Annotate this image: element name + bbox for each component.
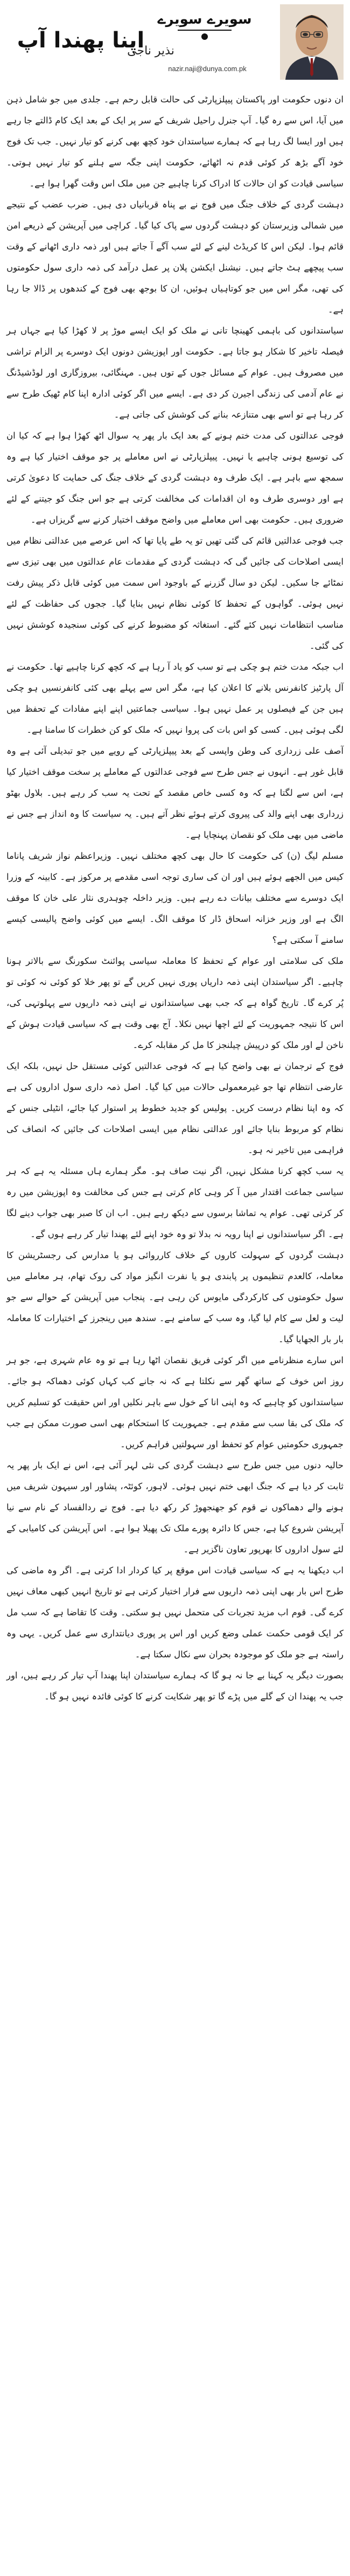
author-name: نذیر ناجی xyxy=(127,44,174,58)
article-paragraph: سیاستدانوں کی باہمی کھینچا تانی نے ملک کو ایک ایسے موڑ پر لا کھڑا کیا ہے جہاں ہر فیصلہ تاخیر کا شکار ہو جاتا ہے۔ حکومت اور اپوزیشن دونوں ایک دوسرے پر الزام تراشی میں مصروف ہیں۔ عوام کے مسائل جوں کے توں ہیں۔ مہنگائی، بیروزگاری اور لوڈشیڈنگ نے عام آدمی کی زندگی اجیرن کر دی ہے۔ ایسے میں اگر کوئی ادارہ اپنا کام ٹھیک طرح سے کر رہا ہے تو اسے بھی متنازعہ بنانے کی کوشش کی جاتی ہے۔ xyxy=(6,325,344,420)
article-body xyxy=(6,89,344,1707)
author-photo xyxy=(280,4,344,80)
article-paragraph: مسلم لیگ (ن) کی حکومت کا حال بھی کچھ مختلف نہیں۔ وزیراعظم نواز شریف پاناما کیس میں الجھے ہوئے ہیں اور ان کی ساری توجہ اسی مقدمے پر مرکوز ہے۔ کابینہ کے وزرا ایک دوسرے سے مختلف بیانات دے رہے ہیں۔ وزیر داخلہ چوہدری نثار علی خان کا موقف الگ ہے اور وزیر خزانہ اسحاق ڈار کا موقف الگ۔ ایسے میں کوئی واضح پالیسی کیسے سامنے آ سکتی ہے؟ xyxy=(6,851,344,945)
column-title: اپنا پھندا آپ xyxy=(17,28,145,53)
article-paragraph: ان دنوں حکومت اور پاکستان پیپلزپارٹی کی حالت قابل رحم ہے۔ جلدی میں جو شامل ذہن میں آیا، اس سے رہ گیا۔ آپ جنرل راحیل شریف کے سر پر ایک کے بعد ایک کام ڈالتے جا رہے ہیں اور ایسا لگ رہا ہے کہ ہمارے سیاستدان خود کچھ بھی کرنے کو تیار نہیں۔ جب تک فوج خود آگے بڑھ کر کوئی قدم نہ اٹھائے، حکومت اپنی جگہ سے ہلنے کو تیار نہیں ہوتی۔ سیاسی قیادت کو ان حالات کا ادراک کرنا چاہیے جن میں ملک اس وقت گھرا ہوا ہے۔ xyxy=(6,94,344,189)
logo-text: سویرے سویرے xyxy=(157,11,252,27)
column-header xyxy=(0,0,350,81)
column-logo xyxy=(157,6,252,44)
article-paragraph: اس سارے منظرنامے میں اگر کوئی فریق نقصان اٹھا رہا ہے تو وہ عام شہری ہے، جو ہر روز اس خوف کے ساتھ گھر سے نکلتا ہے کہ نہ جانے کب کہاں کوئی دھماکہ ہو جائے۔ سیاستدانوں کو چاہیے کہ وہ اپنی انا کے خول سے باہر نکلیں اور اس حقیقت کو تسلیم کریں کہ ملک کی بقا سب سے مقدم ہے۔ جمہوریت کا استحکام بھی اسی صورت ممکن ہے جب جمہوری حکومتیں عوام کو تحفظ اور سہولتیں فراہم کریں۔ xyxy=(6,1355,344,1449)
article-paragraph: جب فوجی عدالتیں قائم کی گئی تھیں تو یہ طے پایا تھا کہ اس عرصے میں عدالتی نظام میں ایسی اصلاحات کی جائیں گی کہ دہشت گردی کے مقدمات عام عدالتوں میں بھی تیزی سے نمٹائے جا سکیں۔ لیکن دو سال گزرنے کے باوجود اس سمت میں کوئی قابل ذکر پیش رفت نہیں ہوئی۔ گواہوں کے تحفظ کا کوئی نظام نہیں بنایا گیا۔ ججوں کی حفاظت کے لئے مناسب انتظامات نہیں کئے گئے۔ استغاثہ کو مضبوط کرنے کی کوئی سنجیدہ کوشش نہیں کی گئی۔ xyxy=(6,536,344,651)
article-paragraph: فوج کے ترجمان نے بھی واضح کیا ہے کہ فوجی عدالتیں کوئی مستقل حل نہیں، بلکہ ایک عارضی انتظام تھا جو غیرمعمولی حالات میں کیا گیا۔ اصل ذمہ داری سول اداروں کی ہے کہ وہ اپنا نظام درست کریں۔ پولیس کو جدید خطوط پر استوار کیا جائے، انٹیلی جنس کے نظام کو مربوط بنایا جائے اور عدالتی نظام میں ایسی اصلاحات کی جائیں کہ انصاف کی فراہمی میں تاخیر نہ ہو۔ xyxy=(6,1061,344,1155)
article-paragraph: اب جبکہ مدت ختم ہو چکی ہے تو سب کو یاد آ رہا ہے کہ کچھ کرنا چاہیے تھا۔ حکومت نے آل پارٹیز کانفرنس بلانے کا اعلان کیا ہے، مگر اس سے پہلے بھی کئی کانفرنسیں ہو چکی ہیں جن کے فیصلوں پر عمل نہیں ہوا۔ سیاسی جماعتیں اپنے اپنے مفادات کے تحفظ میں لگی ہوئی ہیں۔ کسی کو اس بات کی پروا نہیں کہ ملک کو کن خطرات کا سامنا ہے۔ xyxy=(6,662,344,735)
article-paragraph: دہشت گردی کے خلاف جنگ میں فوج نے بے پناہ قربانیاں دی ہیں۔ ضرب عضب کے نتیجے میں شمالی وزیرستان کو دہشت گردوں سے پاک کیا گیا۔ کراچی میں آپریشن کے ذریعے امن قائم ہوا۔ لیکن اس کا کریڈٹ لینے کے لئے سب آگے آ جاتے ہیں اور ذمہ داری اٹھانے کے وقت سب پیچھے ہٹ جاتے ہیں۔ نیشنل ایکشن پلان پر عمل درآمد کی ذمہ داری سول حکومتوں کی تھی، مگر اس میں جو کوتاہیاں ہوئیں، ان کا بوجھ بھی فوج کے کندھوں پر ڈالا جا رہا ہے۔ xyxy=(6,199,344,315)
article-paragraph: بصورت دیگر یہ کہنا بے جا نہ ہو گا کہ ہمارے سیاستدان اپنا پھندا آپ تیار کر رہے ہیں، اور جب یہ پھندا ان کے گلے میں پڑے گا تو پھر شکایت کرنے کا کوئی فائدہ نہیں ہو گا۔ xyxy=(6,1670,344,1702)
article-paragraph: یہ سب کچھ کرنا مشکل نہیں، اگر نیت صاف ہو۔ مگر ہمارے ہاں مسئلہ یہ ہے کہ ہر سیاسی جماعت اقتدار میں آ کر وہی کام کرتی ہے جس کی مخالفت وہ اپوزیشن میں رہ کر کرتی تھی۔ عوام یہ تماشا برسوں سے دیکھ رہے ہیں۔ اب ان کا صبر بھی جواب دینے لگا ہے۔ اگر سیاستدانوں نے اپنا رویہ نہ بدلا تو وہ خود اپنے لئے پھندا تیار کر رہے ہوں گے۔ xyxy=(6,1166,344,1239)
article-paragraph: ملک کی سلامتی اور عوام کے تحفظ کا معاملہ سیاسی پوائنٹ سکورنگ سے بالاتر ہونا چاہیے۔ اگر سیاستدان اپنی ذمہ داریاں پوری نہیں کریں گے تو پھر خلا کو کوئی نہ کوئی تو پُر کرے گا۔ تاریخ گواہ ہے کہ جب بھی سیاستدانوں نے اپنی ذمہ داریوں سے پہلوتہی کی، اس کا نتیجہ جمہوریت کے لئے اچھا نہیں نکلا۔ آج بھی وقت ہے کہ سیاسی قیادت ہوش کے ناخن لے اور ملک کو درپیش چیلنجز کا مل کر مقابلہ کرے۔ xyxy=(6,956,344,1050)
article-paragraph: فوجی عدالتوں کی مدت ختم ہونے کے بعد ایک بار پھر یہ سوال اٹھ کھڑا ہوا ہے کہ کیا ان کی توسیع ہونی چاہیے یا نہیں۔ پیپلزپارٹی نے اس معاملے پر جو موقف اختیار کیا ہے وہ سمجھ سے باہر ہے۔ ایک طرف وہ دہشت گردی کے خلاف جنگ کی حمایت کا دعویٰ کرتی ہے اور دوسری طرف وہ ان اقدامات کی مخالفت کرتی ہے جو اس جنگ کو جیتنے کے لئے ضروری ہیں۔ حکومت بھی اس معاملے میں واضح موقف اختیار کرنے سے گریزاں ہے۔ xyxy=(6,431,344,525)
article-paragraph: اب دیکھنا یہ ہے کہ سیاسی قیادت اس موقع پر کیا کردار ادا کرتی ہے۔ اگر وہ ماضی کی طرح اس بار بھی اپنی ذمہ داریوں سے فرار اختیار کرتی ہے تو تاریخ انہیں کبھی معاف نہیں کرے گی۔ قوم اب مزید تجربات کی متحمل نہیں ہو سکتی۔ وقت کا تقاضا ہے کہ سب مل کر ایک قومی حکمت عملی وضع کریں اور اس پر پوری دیانتداری سے عمل کریں۔ یہی وہ راستہ ہے جو ملک کو موجودہ بحران سے نکال سکتا ہے۔ xyxy=(6,1565,344,1660)
author-portrait-icon xyxy=(280,4,344,80)
article-paragraph: حالیہ دنوں میں جس طرح سے دہشت گردی کی نئی لہر آئی ہے، اس نے ایک بار پھر یہ ثابت کر دیا ہے کہ جنگ ابھی ختم نہیں ہوئی۔ لاہور، کوئٹہ، پشاور اور سیہون شریف میں ہونے والے دھماکوں نے قوم کو جھنجھوڑ کر رکھ دیا ہے۔ فوج نے ردالفساد کے نام سے نیا آپریشن شروع کیا ہے، جس کا دائرہ پورے ملک تک پھیلا ہوا ہے۔ اس آپریشن کی کامیابی کے لئے سول اداروں کا بھرپور تعاون ناگزیر ہے۔ xyxy=(6,1460,344,1554)
author-email: nazir.naji@dunya.com.pk xyxy=(168,65,247,73)
article-paragraph: آصف علی زرداری کی وطن واپسی کے بعد پیپلزپارٹی کے رویے میں جو تبدیلی آئی ہے وہ قابل غور ہے۔ انہوں نے جس طرح سے فوجی عدالتوں کے معاملے پر سخت موقف اختیار کیا ہے، اس سے لگتا ہے کہ وہ کسی خاص مقصد کے تحت یہ سب کر رہے ہیں۔ بلاول بھٹو زرداری بھی اپنے والد کی پیروی کرتے ہوئے نظر آتے ہیں۔ یہ سیاست کا وہ انداز ہے جس نے ماضی میں بھی ملک کو نقصان پہنچایا ہے۔ xyxy=(6,746,344,840)
article-paragraph: دہشت گردوں کے سہولت کاروں کے خلاف کارروائی ہو یا مدارس کی رجسٹریشن کا معاملہ، کالعدم تنظیموں پر پابندی ہو یا نفرت انگیز مواد کی روک تھام، ہر معاملے میں سول حکومتوں کی کارکردگی مایوس کن رہی ہے۔ پنجاب میں آپریشن کے حوالے سے جو لیت و لعل سے کام لیا گیا، وہ سب کے سامنے ہے۔ سندھ میں رینجرز کے اختیارات کا معاملہ بار بار الجھایا گیا۔ xyxy=(6,1250,344,1344)
